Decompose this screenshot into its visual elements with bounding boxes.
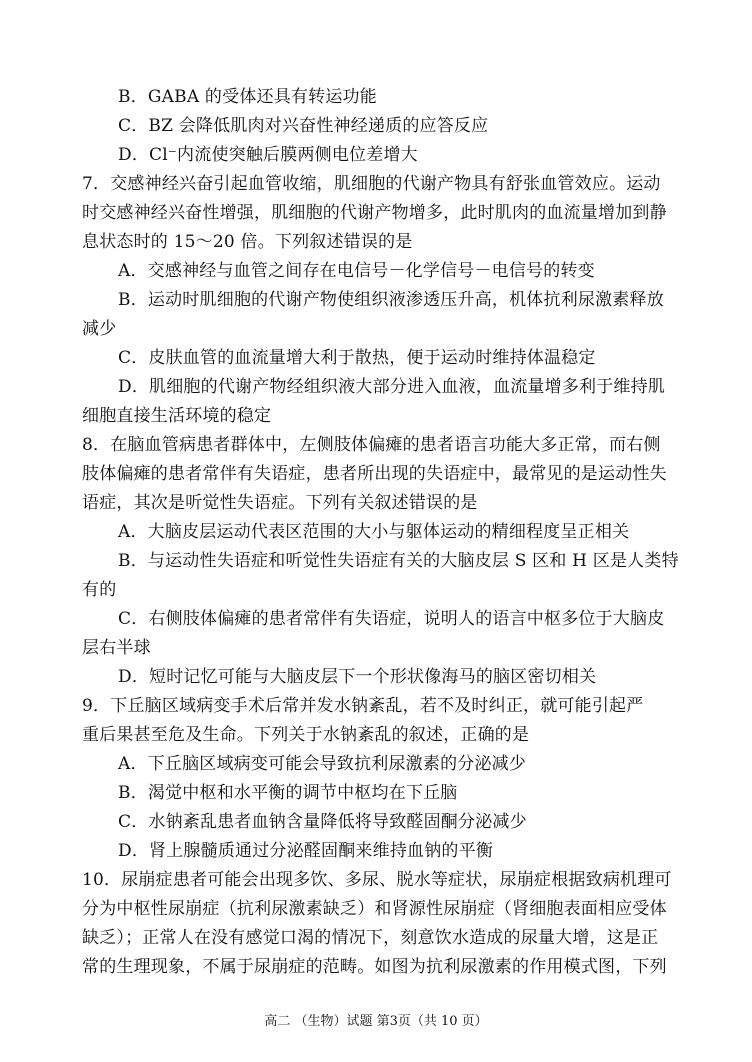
option-line: C．水钠紊乱患者血钠含量降低将导致醛固酮分泌减少 [118,812,527,832]
option-line: B．GABA 的受体还具有转运功能 [118,87,377,107]
option-line: C．皮肤血管的血流量增大利于散热，便于运动时维持体温稳定 [118,348,596,368]
question-10-line: 常的生理现象，不属于尿崩症的范畴。如图为抗利尿激素的作用模式图，下列 [82,957,667,977]
option-line: A．大脑皮层运动代表区范围的大小与躯体运动的精细程度呈正相关 [118,522,630,542]
option-line: D．肌细胞的代谢产物经组织液大部分进入血液，血流量增多利于维持肌 [118,377,666,397]
option-line: D．肾上腺髓质通过分泌醛固酮来维持血钠的平衡 [118,841,494,861]
option-line: B．运动时肌细胞的代谢产物使组织液渗透压升高，机体抗利尿激素释放 [118,290,664,310]
question-9-line: 重后果甚至危及生命。下列关于水钠紊乱的叙述，正确的是 [82,725,530,745]
question-10-line: 10．尿崩症患者可能会出现多饮、多尿、脱水等症状，尿崩症根据致病机理可 [82,870,672,890]
option-line-continued: 细胞直接生活环境的稳定 [82,406,272,426]
option-line: D．短时记忆可能与大脑皮层下一个形状像海马的脑区密切相关 [118,667,597,687]
option-line: A．下丘脑区域病变可能会导致抗利尿激素的分泌减少 [118,754,527,774]
question-9-line: 9．下丘脑区域病变手术后常并发水钠紊乱，若不及时纠正，就可能引起严 [82,696,644,716]
option-line: B．与运动性失语症和听觉性失语症有关的大脑皮层 S 区和 H 区是人类特 [118,551,679,571]
question-10-line: 缺乏）；正常人在没有感觉口渴的情况下，刻意饮水造成的尿量大增，这是正 [82,928,659,948]
option-line: D．Cl⁻内流使突触后膜两侧电位差增大 [118,145,418,165]
option-line: A．交感神经与血管之间存在电信号－化学信号－电信号的转变 [118,261,595,281]
question-7-line: 息状态时的 15～20 倍。下列叙述错误的是 [82,232,413,252]
option-line: C．BZ 会降低肌肉对兴奋性神经递质的应答反应 [118,116,489,136]
question-8-line: 语症，其次是听觉性失语症。下列有关叙述错误的是 [82,493,478,513]
option-line-continued: 层右半球 [82,638,151,658]
page-footer: 高二 （生物）试题 第3页（共 10 页） [264,1014,488,1029]
option-line: B．渴觉中枢和水平衡的调节中枢均在下丘脑 [118,783,458,803]
option-line: C．右侧肢体偏瘫的患者常伴有失语症，说明人的语言中枢多位于大脑皮 [118,609,665,629]
question-8-line: 肢体偏瘫的患者常伴有失语症，患者所出现的失语症中，最常见的是运动性失 [82,464,667,484]
question-10-line: 分为中枢性尿崩症（抗利尿激素缺乏）和肾源性尿崩症（肾细胞表面相应受体 [82,899,667,919]
option-line-continued: 减少 [82,319,117,339]
question-7-line: 时交感神经兴奋性增强，肌细胞的代谢产物增多，此时肌肉的血流量增加到静 [82,203,667,223]
option-line-continued: 有的 [82,580,117,600]
question-8-line: 8．在脑血管病患者群体中，左侧肢体偏瘫的患者语言功能大多正常，而右侧 [82,435,661,455]
question-7-line: 7．交感神经兴奋引起血管收缩，肌细胞的代谢产物具有舒张血管效应。运动 [82,174,661,194]
